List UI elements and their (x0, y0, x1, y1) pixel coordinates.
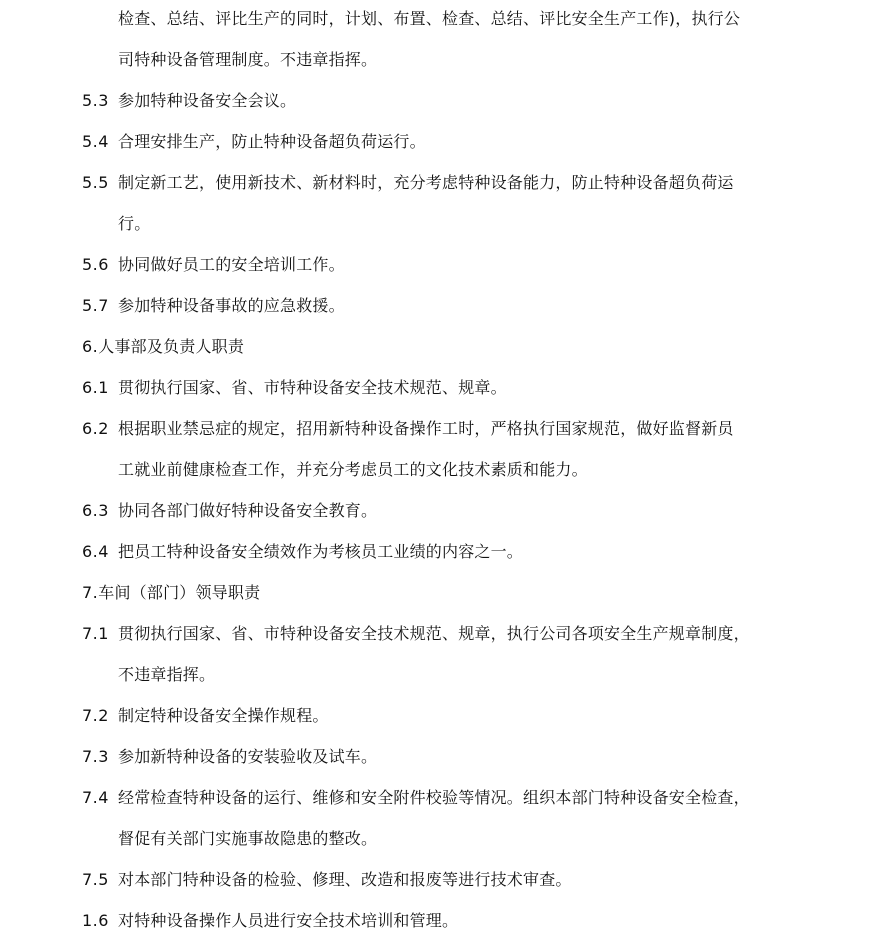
clause-text: 参加新特种设备的安装验收及试车。 (118, 747, 378, 766)
clause-text: 参加特种设备安全会议。 (118, 91, 297, 110)
clause-7-2 (82, 705, 329, 727)
clause-number: 7.5 (82, 870, 109, 889)
clause-5-6 (82, 254, 345, 276)
clause-6-4 (82, 541, 523, 563)
section-number: 6. (82, 337, 99, 356)
paragraph-line-continuation (118, 213, 150, 235)
clause-5-5 (82, 172, 734, 194)
clause-7-6 (82, 910, 458, 932)
clause-7-4 (82, 787, 750, 809)
section-title: 人事部及负责人职责 (98, 337, 245, 356)
clause-6-2 (82, 418, 734, 440)
clause-number: 1.6 (82, 911, 109, 930)
line-text: 司特种设备管理制度。不违章指挥。 (118, 50, 378, 69)
clause-7-3 (82, 746, 377, 768)
clause-text: 对特种设备操作人员进行安全技术培训和管理。 (118, 911, 459, 930)
clause-text: 制定新工艺，使用新技术、新材料时，充分考虑特种设备能力，防止特种设备超负荷运 (118, 173, 734, 192)
clause-5-4 (82, 131, 426, 153)
clause-text: 贯彻执行国家、省、市特种设备安全技术规范、规章。 (118, 378, 507, 397)
clause-number: 7.1 (82, 624, 109, 643)
clause-6-3 (82, 500, 377, 522)
clause-number: 6.1 (82, 378, 109, 397)
line-text: 工就业前健康检查工作，并充分考虑员工的文化技术素质和能力。 (118, 460, 588, 479)
clause-number: 6.3 (82, 501, 109, 520)
line-text: 检查、总结、评比生产的同时，计划、布置、检查、总结、评比安全生产工作)，执行公 (118, 9, 741, 28)
clause-text: 参加特种设备事故的应急救援。 (118, 296, 345, 315)
clause-6-1 (82, 377, 507, 399)
clause-number: 5.4 (82, 132, 109, 151)
clause-number: 6.2 (82, 419, 109, 438)
clause-5-7 (82, 295, 345, 317)
section-heading-6 (82, 336, 244, 358)
section-title: 车间（部门）领导职责 (98, 583, 261, 602)
clause-text: 经常检查特种设备的运行、维修和安全附件校验等情况。组织本部门特种设备安全检查， (118, 788, 750, 807)
line-text: 不违章指挥。 (118, 665, 216, 684)
line-text: 行。 (118, 214, 151, 233)
clause-number: 5.5 (82, 173, 109, 192)
clause-number: 5.7 (82, 296, 109, 315)
paragraph-line-continuation (118, 8, 740, 30)
clause-number: 7.2 (82, 706, 109, 725)
clause-text: 合理安排生产，防止特种设备超负荷运行。 (118, 132, 426, 151)
clause-text: 把员工特种设备安全绩效作为考核员工业绩的内容之一。 (118, 542, 524, 561)
clause-number: 5.6 (82, 255, 109, 274)
paragraph-line-continuation (118, 828, 377, 850)
clause-text: 协同各部门做好特种设备安全教育。 (118, 501, 378, 520)
clause-text: 贯彻执行国家、省、市特种设备安全技术规范、规章，执行公司各项安全生产规章制度， (118, 624, 750, 643)
clause-7-1 (82, 623, 750, 645)
clause-number: 6.4 (82, 542, 109, 561)
paragraph-line-continuation (118, 664, 215, 686)
clause-5-3 (82, 90, 296, 112)
clause-7-5 (82, 869, 572, 891)
paragraph-line-continuation (118, 49, 377, 71)
line-text: 督促有关部门实施事故隐患的整改。 (118, 829, 378, 848)
clause-text: 制定特种设备安全操作规程。 (118, 706, 329, 725)
clause-text: 对本部门特种设备的检验、修理、改造和报废等进行技术审查。 (118, 870, 572, 889)
clause-text: 根据职业禁忌症的规定，招用新特种设备操作工时，严格执行国家规范，做好监督新员 (118, 419, 734, 438)
paragraph-line-continuation (118, 459, 588, 481)
section-number: 7. (82, 583, 99, 602)
clause-number: 7.3 (82, 747, 109, 766)
clause-number: 5.3 (82, 91, 109, 110)
clause-number: 7.4 (82, 788, 109, 807)
clause-text: 协同做好员工的安全培训工作。 (118, 255, 345, 274)
section-heading-7 (82, 582, 260, 604)
